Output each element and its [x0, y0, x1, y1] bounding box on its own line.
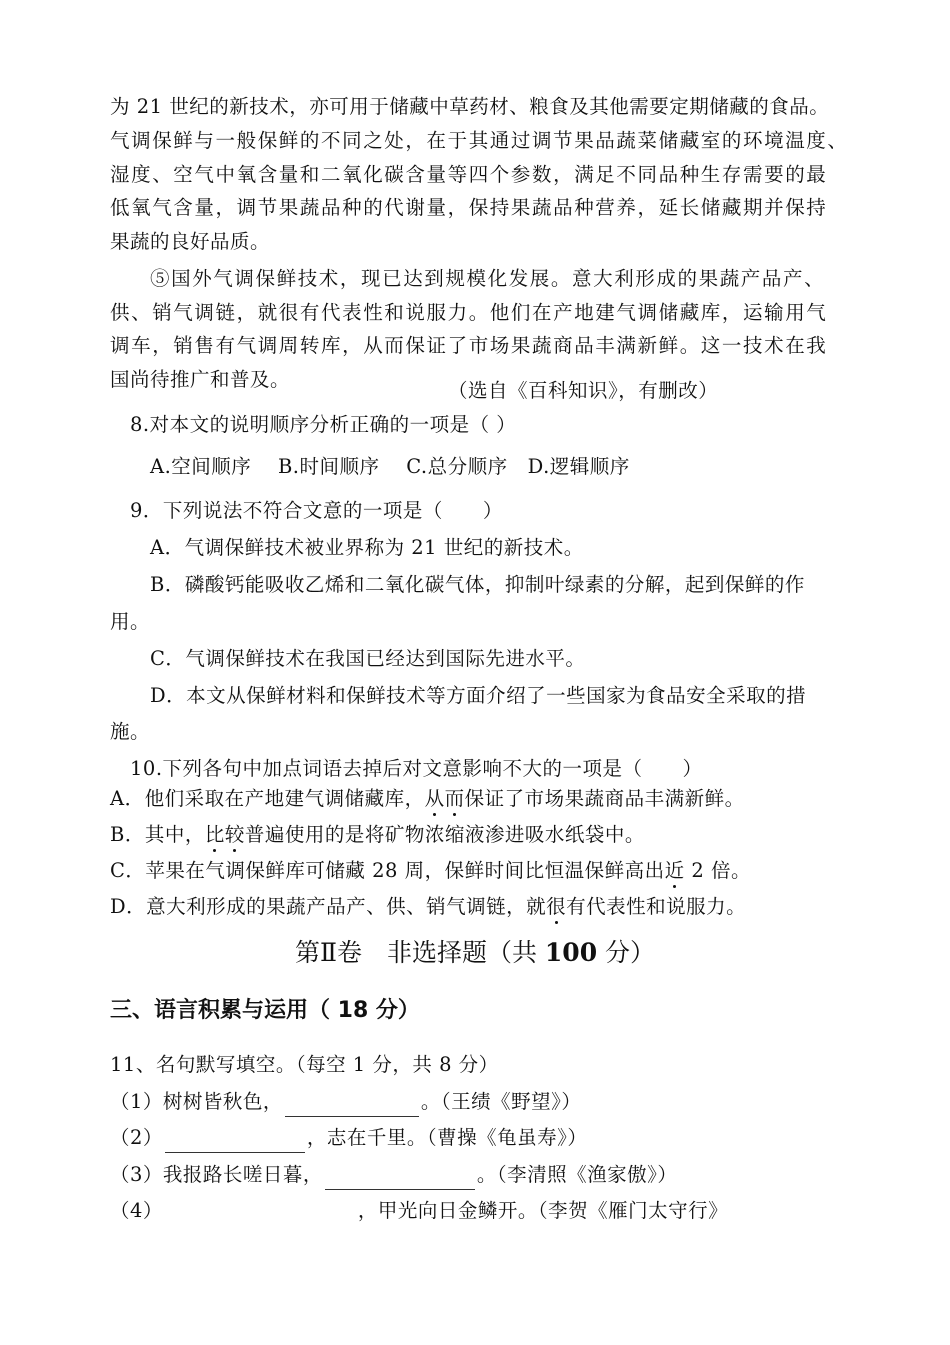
passage-line: 湿度、空气中氧含量和二氧化碳含量等四个参数，满足不同品种生存需要的最	[110, 163, 828, 186]
question-9-option-b-cont: 用。	[110, 610, 151, 633]
option-text: A．他们采取在产地建气调储藏库，	[110, 787, 425, 810]
passage-source: （选自《百科知识》，有删改）	[448, 379, 719, 402]
option-text: 有代表性和说服力。	[566, 895, 747, 918]
passage-line: 调车，销售有气调周转库，从而保证了市场果蔬商品丰满新鲜。这一技术在我	[110, 334, 828, 357]
line-text: 。（李清照《渔家傲》）	[476, 1163, 678, 1186]
dotted-word	[425, 787, 465, 810]
option-text: C．苹果在气调保鲜库可储藏 28 周，保鲜时间比恒温保鲜高出	[110, 859, 665, 882]
question-11-line-1	[110, 1087, 581, 1117]
question-11-line-3	[110, 1160, 677, 1190]
line-text: ，志在千里。（曹操《龟虽寿》）	[306, 1126, 588, 1149]
dotted-word	[665, 859, 685, 882]
line-text: （3）我报路长嗟日暮，	[110, 1163, 323, 1186]
title-text: 第Ⅱ卷 非选择题（共	[294, 938, 545, 967]
question-9-option-b: B．磷酸钙能吸收乙烯和二氧化碳气体，抑制叶绿素的分解，起到保鲜的作	[150, 573, 805, 596]
answer-blank[interactable]	[165, 1130, 305, 1153]
passage-line: 为 21 世纪的新技术，亦可用于储藏中草药材、粮食及其他需要定期储藏的食品。	[110, 95, 830, 118]
question-9-option-d: D．本文从保鲜材料和保鲜技术等方面介绍了一些国家为食品安全采取的措	[150, 684, 807, 707]
question-10-option-c	[110, 856, 751, 886]
passage-line: 低氧气含量，调节果蔬品种的代谢量，保持果蔬品种营养，延长储藏期并保持	[110, 196, 828, 219]
question-9-option-c: C．气调保鲜技术在我国已经达到国际先进水平。	[150, 647, 586, 670]
option-text: 2 倍。	[684, 859, 751, 882]
line-text: ，甲光向日金鳞开。（李贺《雁门太守行》	[357, 1199, 729, 1222]
line-text: （4）	[110, 1199, 163, 1222]
emphasis-char: 从	[424, 787, 445, 810]
emphasis-char: 而	[444, 787, 465, 810]
option-text: B．其中，	[110, 823, 205, 846]
emphasis-char: 很	[546, 895, 567, 918]
question-10-stem: 10.下列各句中加点词语去掉后对文意影响不大的一项是（ ）	[130, 757, 703, 780]
question-10-option-b	[110, 820, 645, 850]
title-text: 分）	[597, 938, 656, 967]
question-9-option-a: A．气调保鲜技术被业界称为 21 世纪的新技术。	[150, 536, 584, 559]
line-text: 。（王绩《野望》）	[420, 1090, 582, 1113]
option-text: D．意大利形成的果蔬产品产、供、销气调链，就	[110, 895, 547, 918]
question-11-stem: 11、名句默写填空。（每空 1 分，共 8 分）	[110, 1053, 499, 1076]
emphasis-char: 近	[664, 859, 685, 882]
dotted-word	[546, 895, 566, 918]
question-10-option-d	[110, 892, 746, 922]
passage-paragraph-5: ⑤国外气调保鲜技术，现已达到规模化发展。意大利形成的果蔬产品产、	[150, 267, 826, 290]
passage-line: 果蔬的良好品质。	[110, 230, 271, 253]
option-text: 保证了市场果蔬商品丰满新鲜。	[464, 787, 745, 810]
dotted-word	[205, 823, 245, 846]
emphasis-char: 比	[204, 823, 225, 846]
question-8-options: A.空间顺序 B.时间顺序 C.总分顺序 D.逻辑顺序	[150, 455, 630, 478]
title-number: 100	[544, 938, 598, 967]
question-9-stem: 9．下列说法不符合文意的一项是（ ）	[130, 499, 503, 522]
answer-blank[interactable]	[325, 1167, 475, 1190]
passage-line: 气调保鲜与一般保鲜的不同之处，在于其通过调节果品蔬菜储藏室的环境温度、	[110, 129, 849, 152]
passage-line: 国尚待推广和普及。	[110, 368, 291, 391]
question-11-line-2	[110, 1123, 587, 1153]
part-2-title	[0, 935, 950, 971]
question-9-option-d-cont: 施。	[110, 720, 151, 743]
question-10-option-a	[110, 784, 745, 814]
question-11-line-4	[110, 1196, 728, 1226]
emphasis-char: 较	[224, 823, 245, 846]
line-text: （1）树树皆秋色，	[110, 1090, 283, 1113]
passage-line: 供、销气调链，就很有代表性和说服力。他们在产地建气调储藏库，运输用气	[110, 301, 828, 324]
line-text: （2）	[110, 1126, 163, 1149]
section-3-title: 三、语言积累与运用（ 18 分）	[110, 998, 420, 1023]
question-8-stem: 8.对本文的说明顺序分析正确的一项是（ ）	[130, 413, 517, 436]
option-text: 普遍使用的是将矿物浓缩液渗进吸水纸袋中。	[244, 823, 645, 846]
answer-blank[interactable]	[285, 1094, 419, 1117]
